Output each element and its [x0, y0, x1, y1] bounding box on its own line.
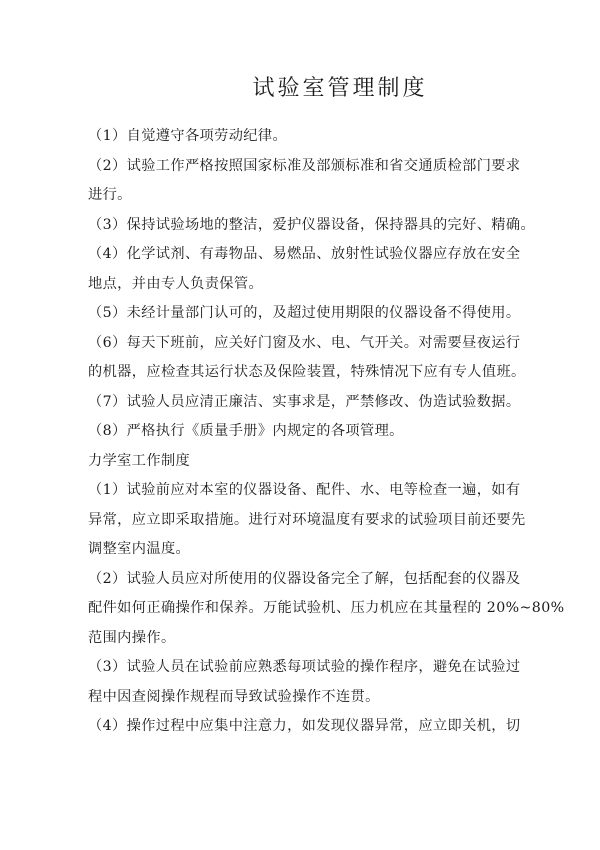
- paragraph: [88, 152, 520, 211]
- paragraph: [88, 211, 536, 241]
- paragraph-line: 的机器，应检查其运行状态及保险装置，特殊情况下应有专人值班。: [88, 364, 526, 380]
- paragraph-line: 调整室内温度。: [88, 541, 191, 557]
- paragraph-line: （1）自觉遵守各项劳动纪律。: [88, 128, 288, 144]
- page-title: 试验室管理制度: [252, 76, 428, 101]
- paragraph: [88, 240, 520, 299]
- paragraph-line: （7）试验人员应清正廉洁、实事求是，严禁修改、伪造试验数据。: [88, 393, 521, 410]
- paragraph-line: 进行。: [88, 187, 132, 203]
- paragraph-line: 地点，并由专人负责保管。: [88, 275, 264, 292]
- paragraph-line: （2）试验人员应对所使用的仪器设备完全了解，包括配套的仪器及: [88, 570, 521, 587]
- paragraph-line: 异常，应立即采取措施。进行对环境温度有要求的试验项目前还要先: [88, 511, 526, 528]
- paragraph-line: 范围内操作。: [88, 629, 176, 646]
- paragraph-line: （3）保持试验场地的整洁，爱护仪器设备，保持器具的完好、精确。: [88, 216, 536, 233]
- paragraph-line: （1）试验前应对本室的仪器设备、配件、水、电等检查一遍，如有: [88, 482, 521, 498]
- paragraph-line: 力学室工作制度: [88, 452, 191, 469]
- paragraph: [88, 417, 520, 447]
- document-body: [88, 122, 565, 742]
- paragraph-line: （3）试验人员在试验前应熟悉每项试验的操作程序，避免在试验过: [88, 659, 521, 675]
- paragraph: [88, 447, 520, 477]
- paragraph-line: 配件如何正确操作和保养。万能试验机、压力机应在其量程的 20%~80%: [88, 600, 565, 616]
- paragraph-line: （2）试验工作严格按照国家标准及部颁标准和省交通质检部门要求: [88, 157, 521, 174]
- paragraph: [88, 653, 520, 712]
- paragraph-line: （5）未经计量部门认可的，及超过使用期限的仪器设备不得使用。: [88, 305, 521, 321]
- paragraph: [88, 299, 520, 329]
- paragraph: [88, 329, 526, 388]
- paragraph: [88, 122, 520, 152]
- paragraph: [88, 712, 520, 742]
- paragraph: [88, 476, 526, 565]
- paragraph: [88, 388, 520, 418]
- paragraph-line: （4）操作过程中应集中注意力，如发现仪器异常，应立即关机，切: [88, 718, 521, 734]
- paragraph-line: （8）严格执行《质量手册》内规定的各项管理。: [88, 423, 404, 439]
- paragraph-line: （4）化学试剂、有毒物品、易燃品、放射性试验仪器应存放在安全: [88, 246, 521, 262]
- paragraph-line: （6）每天下班前，应关好门窗及水、电、气开关。对需要昼夜运行: [88, 334, 521, 351]
- paragraph-line: 程中因查阅操作规程而导致试验操作不连贯。: [88, 688, 380, 705]
- paragraph: [88, 565, 565, 654]
